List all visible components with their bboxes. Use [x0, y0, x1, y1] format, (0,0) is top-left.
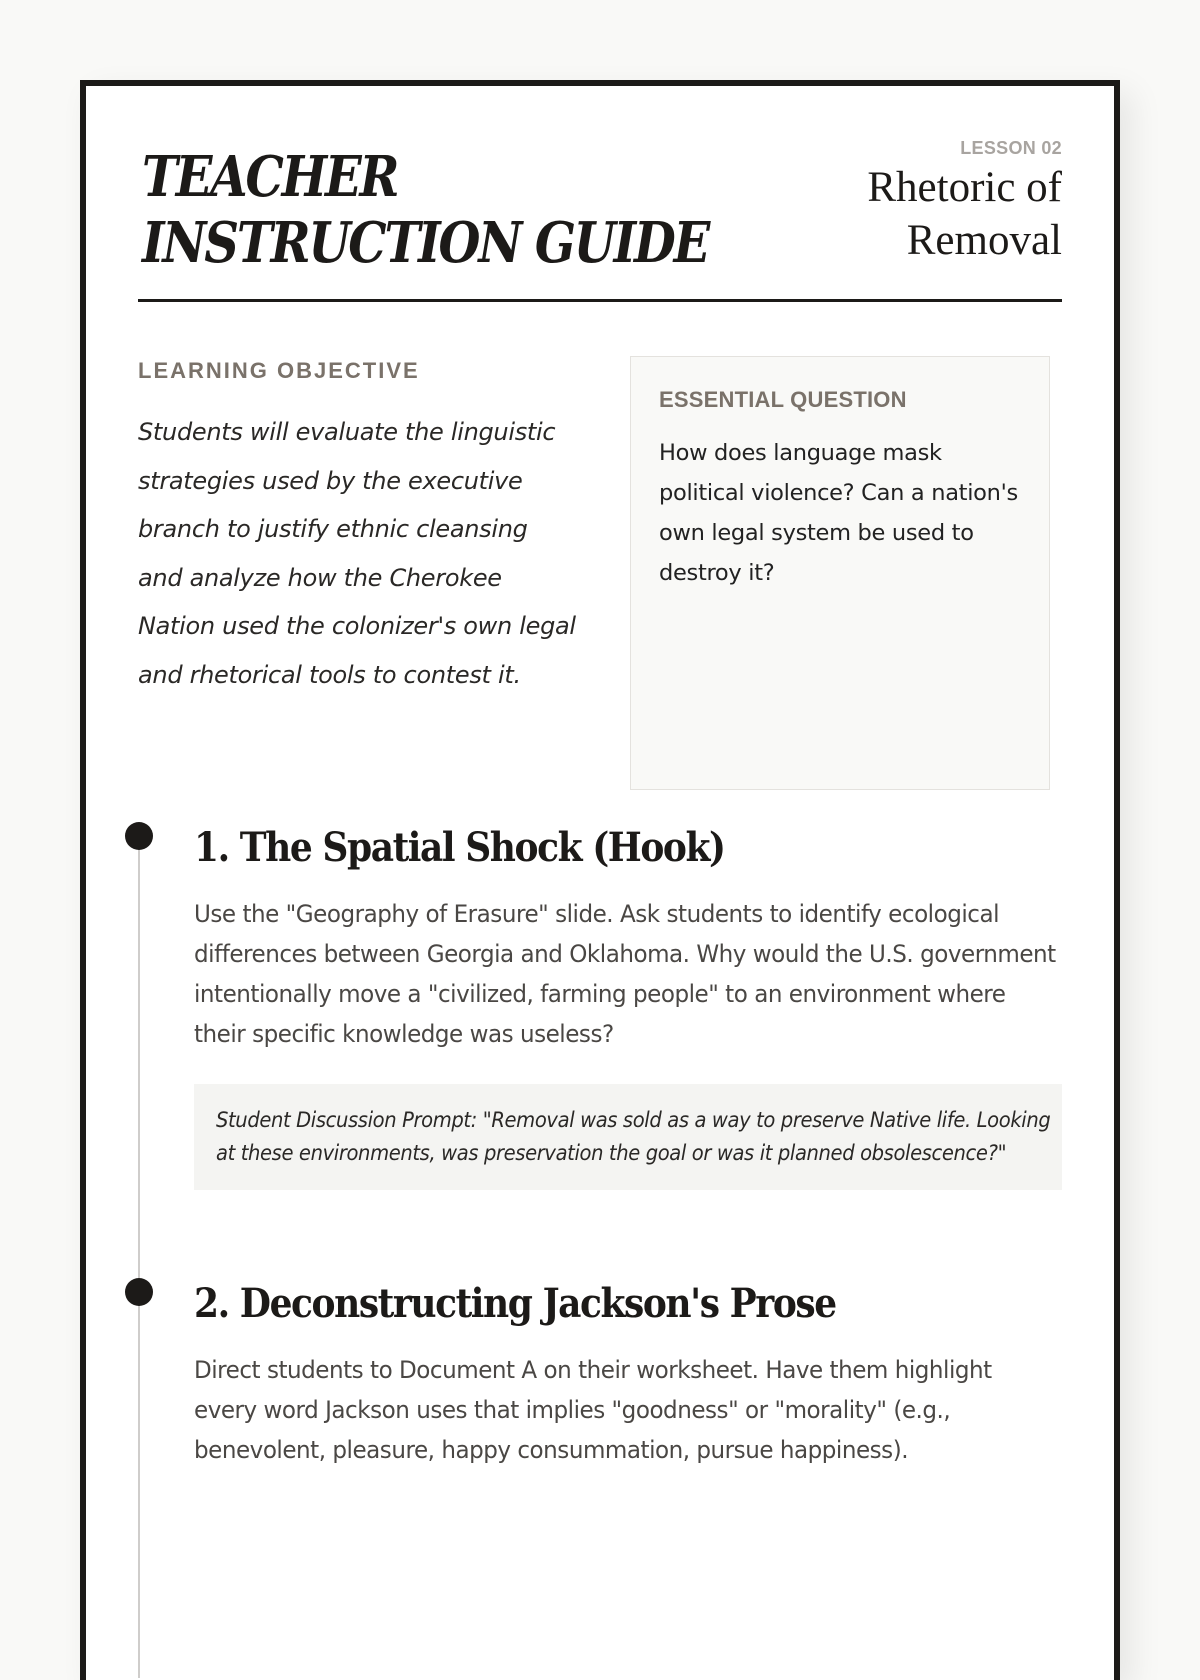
page-title	[142, 144, 796, 276]
timeline-dot-icon	[125, 822, 153, 850]
lesson-meta	[867, 138, 1062, 267]
page-title-line-2: INSTRUCTION GUIDE	[142, 210, 709, 276]
learning-objective	[138, 358, 578, 699]
discussion-prompt-text: Student Discussion Prompt: "Removal was sold as a way to preserve Native life. Looking at these environments, was preservation the goal or was it planned obsolescence?"	[216, 1108, 1051, 1165]
lesson-title-line-1: Rhetoric of	[867, 164, 1062, 211]
step-1	[138, 822, 1062, 1278]
learning-objective-text: Students will evaluate the linguistic strategies used by the executive branch to justify ethnic cleansing and analyze how the Cherokee Nation used the colonizer's own legal and rhetorical tools to contest it.	[138, 418, 576, 689]
instruction-guide-page	[80, 80, 1120, 1680]
step-2	[138, 1278, 1062, 1678]
essential-question-text: How does language mask political violence? Can a nation's own legal system be used to destroy it?	[659, 440, 1018, 586]
timeline-dot-icon	[125, 1278, 153, 1306]
step-title: 1. The Spatial Shock (Hook)	[194, 824, 725, 871]
step-body: Direct students to Document A on their worksheet. Have them highlight every word Jackson uses that implies "goodness" or "morality" (e.g., benevolent, pleasure, happy consummation, pursue happiness).	[194, 1356, 992, 1464]
step-title: 2. Deconstructing Jackson's Prose	[194, 1280, 836, 1327]
page-title-line-1: TEACHER	[142, 144, 398, 210]
essential-question-label: ESSENTIAL QUESTION	[659, 387, 907, 412]
page-content	[138, 86, 1062, 1678]
essential-question-box	[630, 356, 1050, 790]
page-header	[138, 86, 1062, 302]
lesson-number: LESSON 02	[960, 138, 1062, 158]
objectives-row	[138, 302, 1062, 822]
learning-objective-label: LEARNING OBJECTIVE	[138, 358, 420, 383]
lesson-title	[867, 161, 1062, 267]
step-body: Use the "Geography of Erasure" slide. Ask students to identify ecological differences between Georgia and Oklahoma. Why would the U.S. government intentionally move a "civilized, farming people" to an environment where their specific knowledge was useless?	[194, 900, 1056, 1048]
timeline-line	[138, 836, 140, 1278]
lesson-title-line-2: Removal	[906, 217, 1062, 264]
timeline-line	[138, 1292, 140, 1678]
discussion-prompt	[194, 1084, 1062, 1190]
